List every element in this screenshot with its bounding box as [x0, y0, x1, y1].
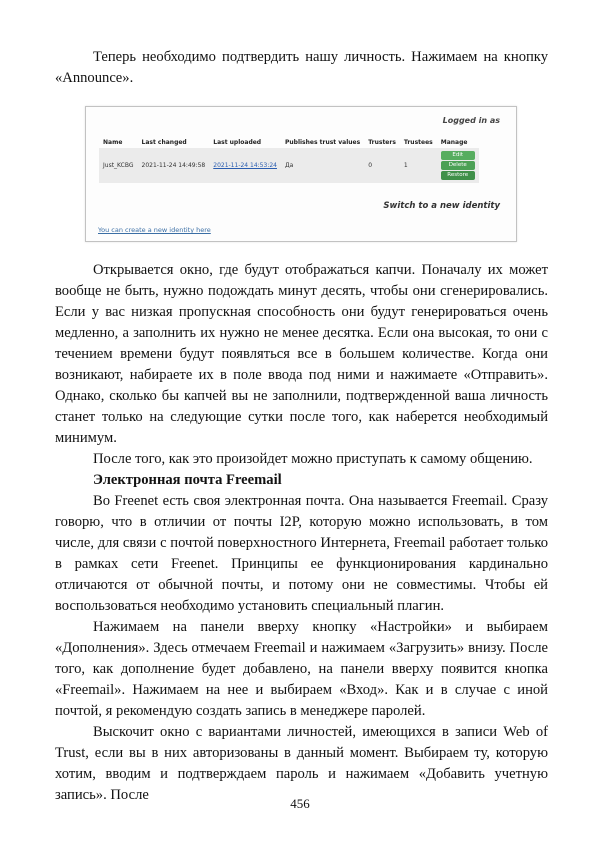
paragraph-after: После того, как это произойдет можно приступать к самому общению.	[93, 451, 533, 467]
edit-button[interactable]: Edit	[441, 151, 475, 160]
restore-button[interactable]: Restore	[441, 171, 475, 180]
switch-identity-label: Switch to a new identity	[383, 201, 500, 211]
page-number: 456	[290, 796, 310, 811]
publishes-cell: Да	[284, 162, 294, 169]
paragraph-captcha: Открывается окно, где будут отображаться капчи. Поначалу их может вообще не быть, нужно подождать минут десять, чтобы они сгенерировались. Если у вас низкая пропускная способность они будут генерироваться очень медленно, а заполнить их нужно не менее десятка. Если она высокая, то они с течением времени будут появляться все в большем количестве. Когда они возникают, набираете их в поле ввода под ними и нажимаете «Отправить». Однако, сколько бы капчей вы не заполнили, подтвержденной ваша личность станет только на следующие сутки после того, как наберется необходимый минимум.	[55, 262, 548, 446]
col-last-uploaded: Last uploaded	[213, 139, 262, 146]
wot-screenshot-figure	[85, 106, 517, 242]
identity-name-cell: Just_KCBG	[103, 162, 134, 169]
paragraph-announce: Теперь необходимо подтвердить нашу личность. Нажимаем на кнопку «Announce».	[55, 49, 548, 86]
col-last-changed: Last changed	[141, 139, 187, 146]
col-name: Name	[103, 139, 123, 146]
paragraph-freemail-intro: Во Freenet есть своя электронная почта. Она называется Freemail. Сразу говорю, что в отличии от почты I2P, которую можно использовать, в том числе, для связи с почтой поверхностного Интернета, Freemail работает только в рамках сети Freenet. Принципы ее функционирования кардинально отличаются от обычной почты, и потому они не совместимы. Чтобы ей воспользоваться необходимо установить специальный плагин.	[55, 493, 548, 614]
create-identity-link[interactable]: You can create a new identity here	[98, 226, 211, 234]
paragraph-freemail-install: Нажимаем на панели вверху кнопку «Настройки» и выбираем «Дополнения». Здесь отмечаем Freemail и нажимаем «Загрузить» внизу. После того, как дополнение будет добавлено, на панели вверху появится кнопка «Freemail». Нажимаем на нее и выбираем «Вход». Как и в случае с иной почтой, я рекомендую создать запись в менеджере паролей.	[55, 619, 548, 719]
col-trusters: Trusters	[368, 139, 396, 146]
col-trustees: Trustees	[403, 139, 433, 146]
section-heading: Электронная почта Freemail	[93, 472, 282, 488]
col-manage: Manage	[440, 139, 468, 146]
delete-button[interactable]: Delete	[441, 161, 475, 170]
trustees-cell: 1	[403, 162, 408, 169]
paragraph-freemail-accounts: Выскочит окно с вариантами личностей, имеющихся в записи Web of Trust, если вы в них авторизованы в данный момент. Выбираем ту, которую хотим, вводим и подтверждаем пароль и нажимаем «Добавить учетную запись». После	[55, 724, 548, 803]
table-row	[99, 148, 479, 183]
table-header-row	[99, 137, 479, 148]
last-uploaded-link[interactable]: 2021-11-24 14:53:24	[213, 162, 277, 169]
logged-in-as-label: Logged in as	[442, 116, 500, 125]
last-changed-cell: 2021-11-24 14:49:58	[141, 162, 206, 169]
page-content	[55, 47, 548, 806]
identities-table	[99, 137, 479, 183]
trusters-cell: 0	[368, 162, 373, 169]
col-publishes: Publishes trust values	[284, 139, 361, 146]
